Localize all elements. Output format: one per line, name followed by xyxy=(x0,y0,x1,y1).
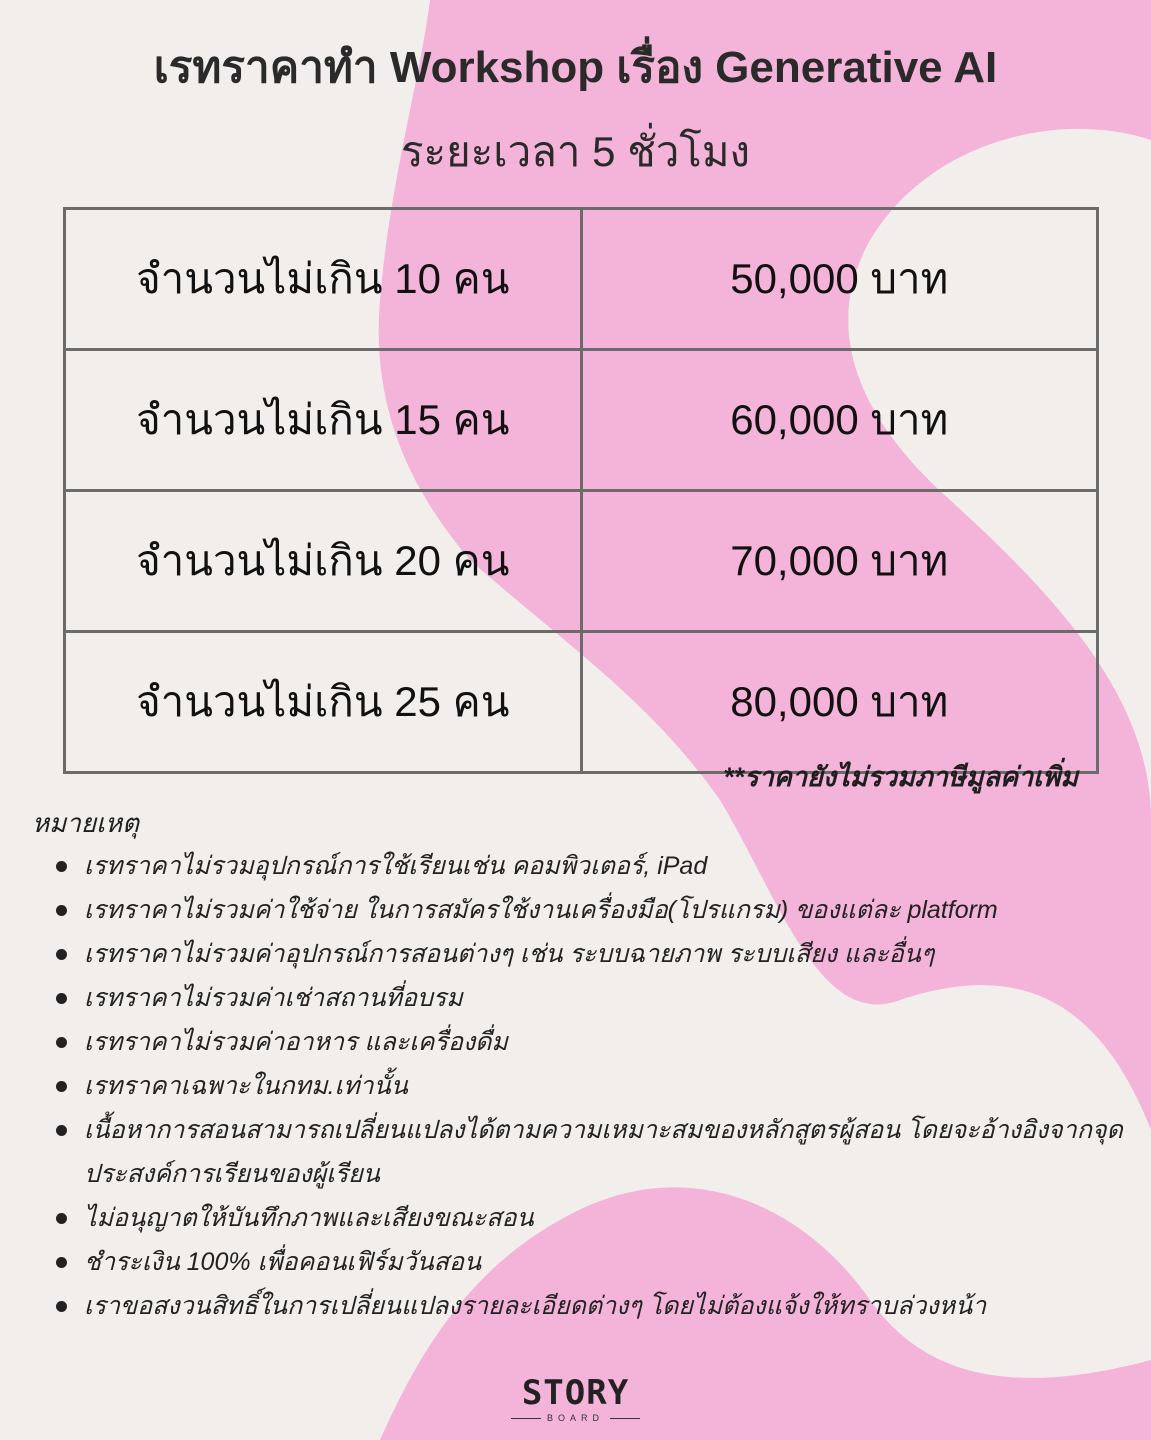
bullet-icon xyxy=(56,949,67,960)
page-title: เรทราคาทำ Workshop เรื่อง Generative AI xyxy=(153,43,998,92)
storyboard-logo xyxy=(0,1374,1151,1424)
bullet-icon xyxy=(56,1213,67,1224)
list-item xyxy=(52,932,1132,976)
participants-cell: จำนวนไม่เกิน 25 คน xyxy=(65,632,582,773)
note-text: เรทราคาไม่รวมค่าอาหาร และเครื่องดื่ม xyxy=(84,1028,508,1056)
notes-list xyxy=(52,844,1132,1328)
participants-cell: จำนวนไม่เกิน 15 คน xyxy=(65,350,582,491)
participants-cell: จำนวนไม่เกิน 20 คน xyxy=(65,491,582,632)
note-text: เนื้อหาการสอนสามารถเปลี่ยนแปลงได้ตามความเหมาะสมของหลักสูตรผู้สอน โดยจะอ้างอิงจากจุดประสงค์การเรียนของผู้เรียน xyxy=(84,1116,1123,1188)
logo-sub: BOARD xyxy=(0,1412,1151,1424)
bullet-icon xyxy=(56,993,67,1004)
table-row xyxy=(65,209,1098,350)
note-text: เรทราคาเฉพาะในกทม.เท่านั้น xyxy=(84,1072,408,1100)
bullet-icon xyxy=(56,1125,67,1136)
vat-note: **ราคายังไม่รวมภาษีมูลค่าเพิ่ม xyxy=(723,762,1078,792)
list-item xyxy=(52,1196,1132,1240)
pricing-table xyxy=(63,207,1099,774)
note-text: เราขอสงวนสิทธิ์ในการเปลี่ยนแปลงรายละเอียดต่างๆ โดยไม่ต้องแจ้งให้ทราบล่วงหน้า xyxy=(84,1292,987,1320)
note-text: เรทราคาไม่รวมค่าเช่าสถานที่อบรม xyxy=(84,984,463,1012)
price-cell: 70,000 บาท xyxy=(581,491,1098,632)
bullet-icon xyxy=(56,905,67,916)
list-item xyxy=(52,976,1132,1020)
list-item xyxy=(52,1020,1132,1064)
participants-cell: จำนวนไม่เกิน 10 คน xyxy=(65,209,582,350)
duration-subtitle: ระยะเวลา 5 ชั่วโมง xyxy=(400,128,751,175)
price-cell: 80,000 บาท xyxy=(581,632,1098,773)
list-item xyxy=(52,1064,1132,1108)
table-row xyxy=(65,632,1098,773)
list-item xyxy=(52,1240,1132,1284)
list-item xyxy=(52,844,1132,888)
note-text: ชำระเงิน 100% เพื่อคอนเฟิร์มวันสอน xyxy=(84,1248,482,1276)
logo-word: STORY xyxy=(521,1373,630,1413)
table-row xyxy=(65,491,1098,632)
bullet-icon xyxy=(56,1301,67,1312)
note-text: เรทราคาไม่รวมค่าอุปกรณ์การสอนต่างๆ เช่น ระบบฉายภาพ ระบบเสียง และอื่นๆ xyxy=(84,940,935,968)
price-cell: 60,000 บาท xyxy=(581,350,1098,491)
notes-heading: หมายเหตุ xyxy=(32,808,140,838)
note-text: เรทราคาไม่รวมอุปกรณ์การใช้เรียนเช่น คอมพิวเตอร์, iPad xyxy=(84,852,708,880)
note-text: ไม่อนุญาตให้บันทึกภาพและเสียงขณะสอน xyxy=(84,1204,534,1232)
bullet-icon xyxy=(56,1081,67,1092)
bullet-icon xyxy=(56,1257,67,1268)
price-cell: 50,000 บาท xyxy=(581,209,1098,350)
note-text: เรทราคาไม่รวมค่าใช้จ่าย ในการสมัครใช้งานเครื่องมือ(โปรแกรม) ของแต่ละ platform xyxy=(84,896,998,924)
list-item xyxy=(52,888,1132,932)
table-row xyxy=(65,350,1098,491)
bullet-icon xyxy=(56,1037,67,1048)
list-item xyxy=(52,1108,1132,1196)
bullet-icon xyxy=(56,861,67,872)
list-item xyxy=(52,1284,1132,1328)
